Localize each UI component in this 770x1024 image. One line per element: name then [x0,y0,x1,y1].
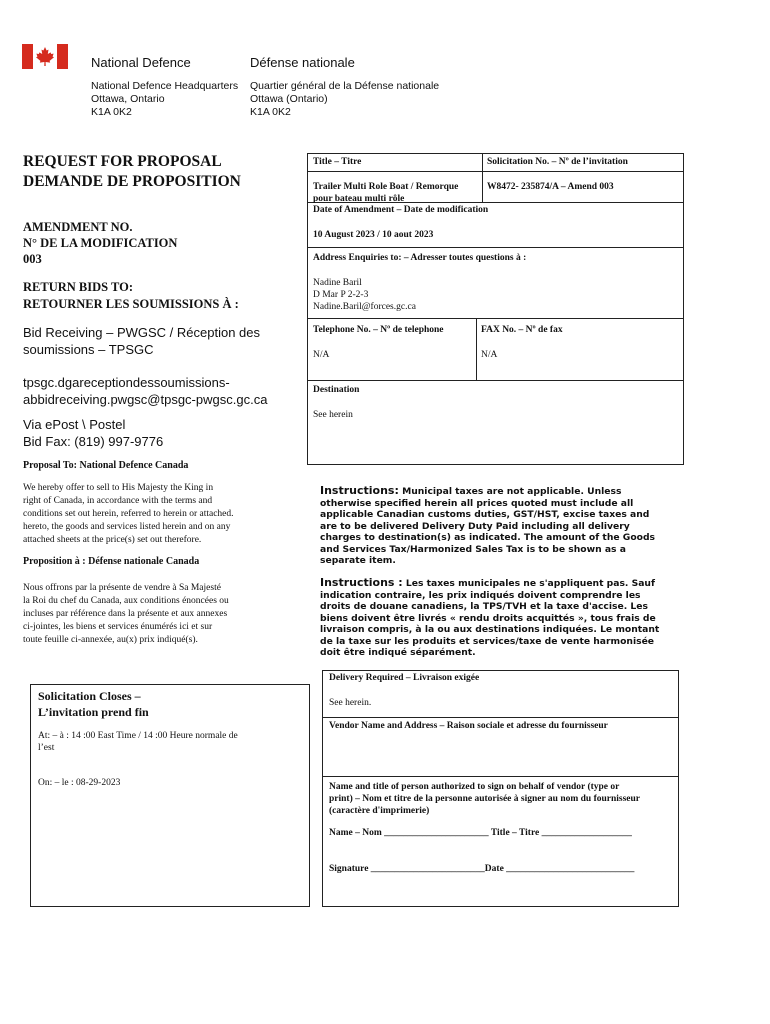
title-value: Trailer Multi Role Boat / Remorque pour bateau multi rôle [313,182,459,204]
destination-label: Destination [313,385,360,395]
enquiries-value: Nadine Baril D Mar P 2-2-3 Nadine.Baril@forces.gc.ca [313,278,416,312]
solicitation-value: W8472- 235874/A – Amend 003 [487,182,614,192]
closes-time: At: – à : 14 :00 East Time / 14 :00 Heure normale de l’est [38,731,238,753]
instructions-en: Instructions: Municipal taxes are not applicable. Unless otherwise specified herein all prices quoted must include all applicable Canadian customs duties, GST/HST, excise taxes and are to be delivered Delivery Duty Paid including all delivery charges to destination(s) as indicated. The amount of the Goods and Services Tax/Harmonized Sales Tax is to be shown as a separate item. [320,484,656,566]
canada-flag-icon [22,44,68,69]
address-en: National Defence Headquarters Ottawa, Ontario K1A 0K2 [91,80,239,118]
delivery-required-label: Delivery Required – Livraison exigée [329,673,480,683]
enquiries-label: Address Enquiries to: – Adresser toutes questions à : [313,253,527,263]
fax-value: N/A [481,350,498,360]
signature-date-field[interactable]: Signature ________________________Date ___________________________ [329,864,635,874]
destination-value: See herein [313,410,353,420]
fax-label: FAX No. – Nº de fax [481,325,563,335]
proposal-to-en: Proposal To: National Defence Canada [23,460,189,471]
solicitation-closes-title: Solicitation Closes – L’invitation prend fin [38,689,149,719]
title-label: Title – Titre [313,157,362,167]
bid-email: tpsgc.dgareceptiondessoumissions- abbidreceiving.pwgsc@tpsgc-pwgsc.gc.ca [23,375,268,407]
return-bids-label: RETURN BIDS TO: RETOURNER LES SOUMISSIONS À : [23,280,239,311]
vendor-name-label: Vendor Name and Address – Raison sociale et adresse du fournisseur [329,721,608,731]
closes-date: On: – le : 08-29-2023 [38,778,121,788]
proposal-text-en: We hereby offer to sell to His Majesty the King in right of Canada, in accordance with the terms and conditions set out herein, referred to herein or attached. hereto, the goods and services listed herein and on any attached sheets at the price(s) set out therefore. [23,483,234,545]
name-title-field[interactable]: Name – Nom ______________________ Title – Titre ___________________ [329,828,632,838]
telephone-label: Telephone No. – Nº de telephone [313,325,444,335]
proposal-to-fr: Proposition à : Défense nationale Canada [23,556,200,567]
bid-fax: Via ePost \ Postel Bid Fax: (819) 997-9776 [23,417,164,449]
authorized-person-label: Name and title of person authorized to sign on behalf of vendor (type or print) – Nom et titre de la personne autorisée à signer au nom du fournisseur (caractère d'imprimerie) [329,782,641,816]
date-amendment-value: 10 August 2023 / 10 aout 2023 [313,230,434,240]
instructions-fr: Instructions : Les taxes municipales ne s'appliquent pas. Sauf indication contraire, les prix indiqués doivent comprendre les droits de douane canadiens, la TPS/TVH et la taxe d'accise. Les biens doivent être livrés « rendu droits acquittés », tous frais de livraison compris, à la ou aux destinations indiquées. Le montant de la taxe sur les produits et services/taxe de vente harmonisée doit être indiqué séparément. [320,576,660,658]
department-name-fr: Défense nationale [250,55,355,70]
telephone-value: N/A [313,350,330,360]
amendment-number: AMENDMENT NO. N° DE LA MODIFICATION 003 [23,220,178,266]
delivery-required-value: See herein. [329,698,372,708]
solicitation-label: Solicitation No. – Nº de l’invitation [487,157,628,167]
document-title: REQUEST FOR PROPOSAL DEMANDE DE PROPOSITION [23,153,241,190]
bid-receiving: Bid Receiving – PWGSC / Réception des soumissions – TPSGC [23,325,260,357]
address-fr: Quartier général de la Défense nationale Ottawa (Ontario) K1A 0K2 [250,80,440,118]
department-name-en: National Defence [91,55,191,70]
date-amendment-label: Date of Amendment – Date de modification [313,205,489,215]
proposal-text-fr: Nous offrons par la présente de vendre à Sa Majesté la Roi du chef du Canada, aux conditions énoncées ou incluses par référence dans la présente et aux annexes ci-jointes, les biens et services énumérés ici et sur toute feuille ci-annexée, au(x) prix indiqué(s). [23,583,229,645]
